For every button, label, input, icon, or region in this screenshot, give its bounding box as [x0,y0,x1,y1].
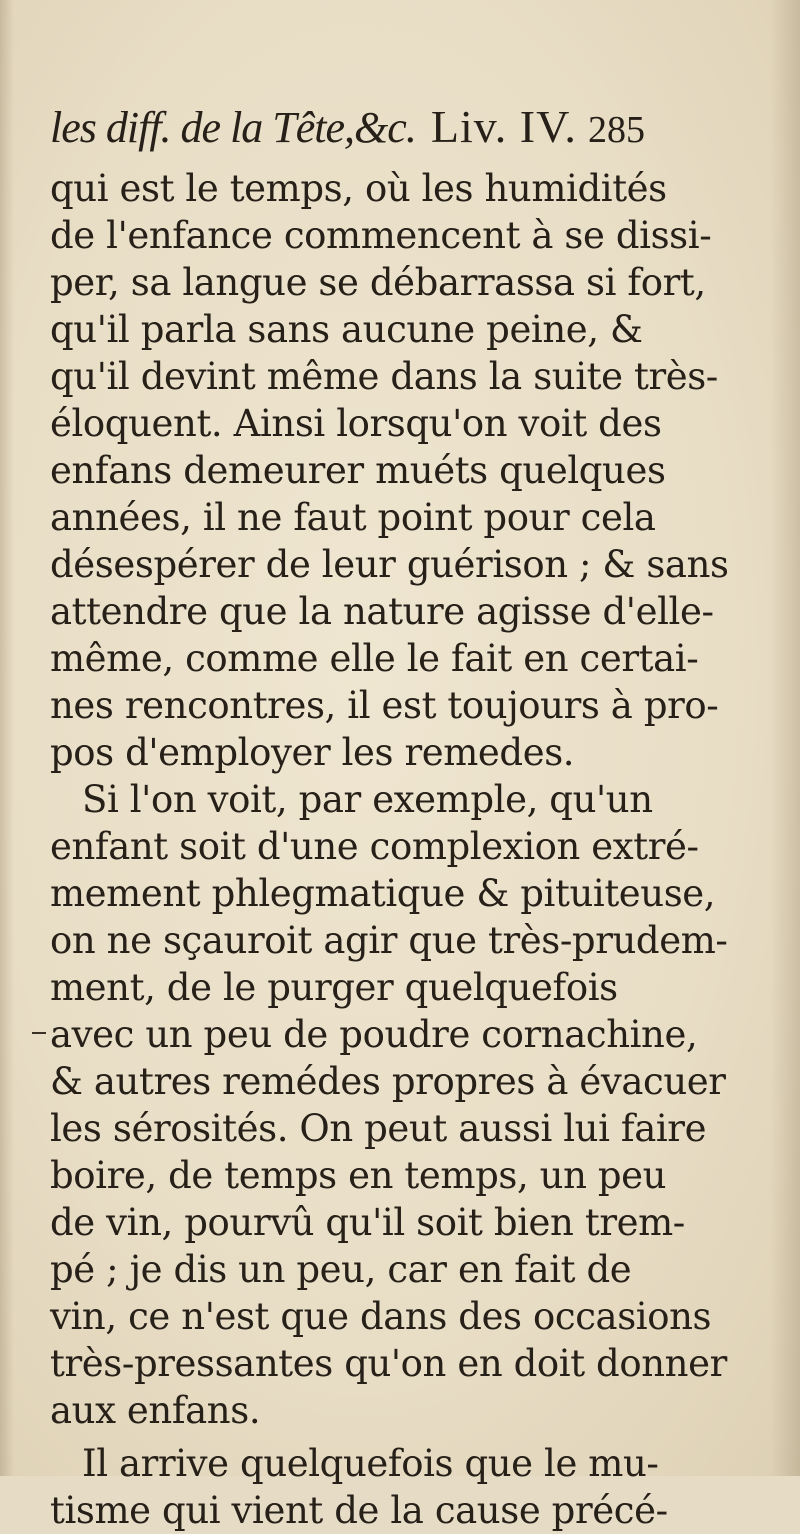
paragraph-start-line: Il arrive quelquefois que le mu- [82,1442,659,1485]
text-line: de l'enfance commencent à se dissi- [50,214,712,257]
page-number: 285 [588,109,645,151]
running-title: les diff. de la Tête,&c. [50,103,416,152]
text-line: attendre que la nature agisse d'elle- [50,590,714,633]
text-line: années, il ne faut point pour cela [50,496,656,539]
text-line: qui est le temps, où les humidités [50,167,667,210]
text-line: éloquent. Ainsi lorsqu'on voit des [50,402,662,445]
text-line: pos d'employer les remedes. [50,731,575,774]
text-line: pé ; je dis un peu, car en fait de [50,1248,632,1291]
text-line: nes rencontres, il est toujours à pro- [50,684,719,727]
page-left-edge [0,0,14,1476]
text-line: les sérosités. On peut aussi lui faire [50,1107,707,1150]
text-line: très-pressantes qu'on en doit donner [50,1342,727,1385]
text-line: enfant soit d'une complexion extré- [50,825,699,868]
text-line: on ne sçauroit agir que très-prudem- [50,919,728,962]
running-header [50,100,770,160]
text-line: ment, de le purger quelquefois [50,966,618,1009]
text-line: aux enfans. [50,1389,261,1432]
text-line: de vin, pourvû qu'il soit bien trem- [50,1201,685,1244]
text-line: enfans demeurer muéts quelques [50,449,666,492]
text-line: désespérer de leur guérison ; & sans [50,543,729,586]
text-line: qu'il devint même dans la suite très- [50,355,718,398]
text-line: mement phlegmatique & pituiteuse, [50,872,716,915]
text-line: vin, ce n'est que dans des occasions [50,1295,712,1338]
margin-mark [32,1032,46,1034]
paragraph-start-line: Si l'on voit, par exemple, qu'un [82,778,653,821]
body-text [50,165,750,1534]
text-line: per, sa langue se débarrassa si fort, [50,261,706,304]
text-line: même, comme elle le fait en certai- [50,637,699,680]
text-line: tisme qui vient de la cause précé- [50,1489,668,1532]
text-line: avec un peu de poudre cornachine, [50,1013,698,1056]
text-line: qu'il parla sans aucune peine, & [50,308,643,351]
text-line: boire, de temps en temps, un peu [50,1154,667,1197]
book-number: Liv. IV. [430,101,577,152]
text-line: & autres remédes propres à évacuer [50,1060,726,1103]
page-gutter-shadow [770,0,800,1476]
